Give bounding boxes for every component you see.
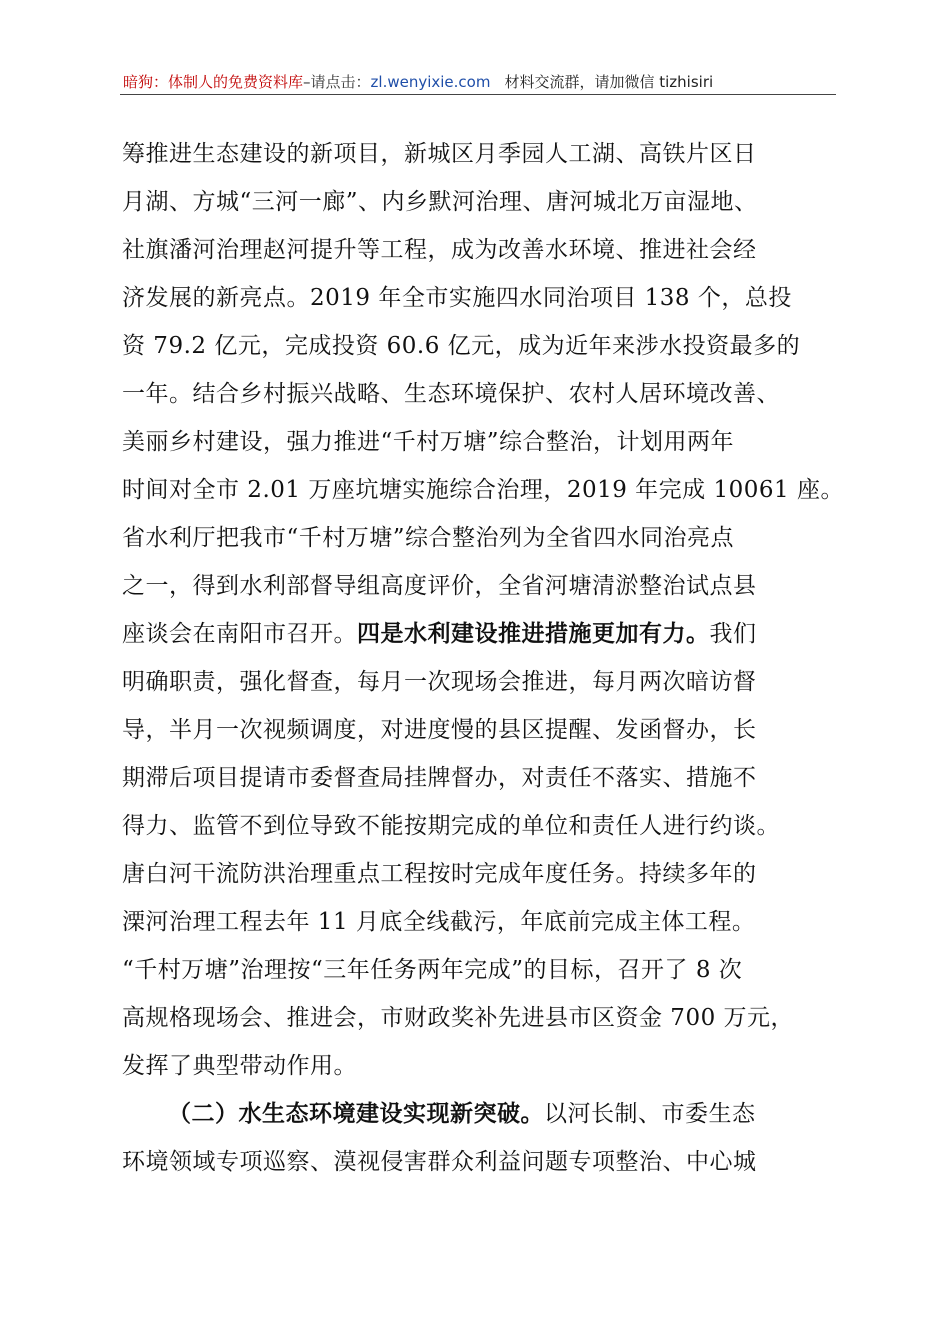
text-line <box>122 850 838 898</box>
text-line <box>122 802 838 850</box>
text-line <box>122 130 838 178</box>
text-line <box>122 1090 838 1138</box>
document-body <box>122 130 844 1186</box>
text-run: 之一，得到水利部督导组高度评价，全省河塘清淤整治试点县 <box>122 573 757 599</box>
text-run: 高规格现场会、推进会，市财政奖补先进县市区资金 700 万元， <box>122 1005 795 1031</box>
text-run: 我们 <box>709 621 757 647</box>
text-line <box>122 562 838 610</box>
header-divider <box>120 94 836 95</box>
text-line <box>122 658 838 706</box>
text-line <box>122 370 838 418</box>
text-line <box>122 466 844 514</box>
text-line <box>122 610 838 658</box>
text-run: 溧河治理工程去年 11 月底全线截污，年底前完成主体工程。 <box>122 909 756 935</box>
text-line <box>122 226 838 274</box>
text-run: 时间对全市 2.01 万座坑塘实施综合治理，2019 年完成 10061 座。 <box>122 477 844 503</box>
text-line <box>122 994 838 1042</box>
text-run: 省水利厅把我市“千村万塘”综合整治列为全省四水同治亮点 <box>122 525 735 551</box>
text-run: 社旗潘河治理赵河提升等工程，成为改善水环境、推进社会经 <box>122 237 757 263</box>
text-run: 济发展的新亮点。2019 年全市实施四水同治项目 138 个，总投 <box>122 285 792 311</box>
text-run: 得力、监管不到位导致不能按期完成的单位和责任人进行约谈。 <box>122 813 780 839</box>
header-group-info: 材料交流群，请加微信 tizhisiri <box>504 73 714 91</box>
text-run: 一年。结合乡村振兴战略、生态环境保护、农村人居环境改善、 <box>122 381 780 407</box>
page-header <box>123 70 837 94</box>
text-line <box>122 754 838 802</box>
text-run: 导，半月一次视频调度，对进度慢的县区提醒、发函督办，长 <box>122 717 757 743</box>
text-line <box>122 1042 838 1090</box>
header-brand: 暗狗：体制人的免费资料库 <box>123 73 304 91</box>
text-run: 环境领域专项巡察、漠视侵害群众利益问题专项整治、中心城 <box>122 1149 757 1175</box>
text-line <box>122 322 838 370</box>
text-run: 唐白河干流防洪治理重点工程按时完成年度任务。持续多年的 <box>122 861 757 887</box>
text-line <box>122 418 838 466</box>
text-run: 座谈会在南阳市召开。 <box>122 621 357 647</box>
text-line <box>122 706 838 754</box>
text-run: 明确职责，强化督查，每月一次现场会推进，每月两次暗访督 <box>122 669 757 695</box>
text-run: “千村万塘”治理按“三年任务两年完成”的目标，召开了 8 次 <box>122 957 743 983</box>
text-run: 月湖、方城“三河一廊”、内乡默河治理、唐河城北万亩湿地、 <box>122 189 758 215</box>
text-line <box>122 1138 838 1186</box>
text-run: 发挥了典型带动作用。 <box>122 1053 357 1079</box>
text-run: 美丽乡村建设，强力推进“千村万塘”综合整治，计划用两年 <box>122 429 735 455</box>
text-line <box>122 898 838 946</box>
header-url-link[interactable]: zl.wenyixie.com <box>370 73 491 91</box>
text-run: 以河长制、市委生态 <box>544 1101 756 1127</box>
text-line <box>122 178 838 226</box>
text-line <box>122 514 838 562</box>
header-separator: –请点击： <box>303 73 371 91</box>
text-line <box>122 274 838 322</box>
bold-heading-run: 四是水利建设推进措施更加有力。 <box>357 620 710 647</box>
section-heading-run: （二）水生态环境建设实现新突破。 <box>168 1100 544 1127</box>
text-run: 期滞后项目提请市委督查局挂牌督办，对责任不落实、措施不 <box>122 765 757 791</box>
text-run: 资 79.2 亿元，完成投资 60.6 亿元，成为近年来涉水投资最多的 <box>122 333 801 359</box>
text-run: 筹推进生态建设的新项目，新城区月季园人工湖、高铁片区日 <box>122 141 757 167</box>
text-line <box>122 946 838 994</box>
